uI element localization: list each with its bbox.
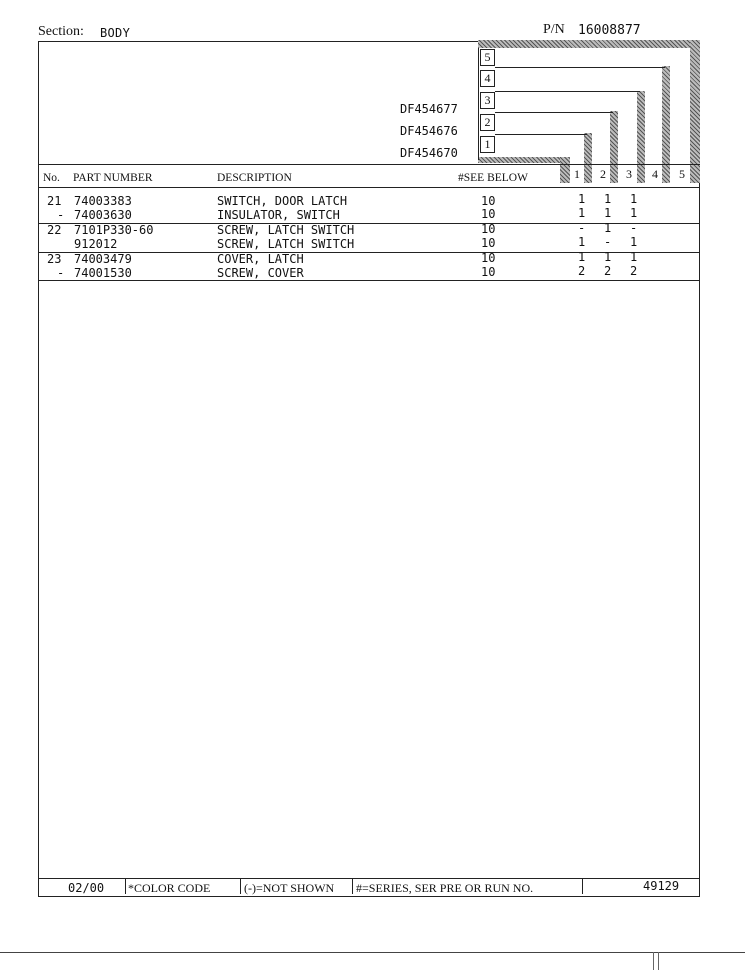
series-bracket-top xyxy=(478,40,700,48)
row-description: SWITCH, DOOR LATCH xyxy=(217,194,348,208)
series-column-5: 5 xyxy=(679,167,685,181)
series-line-2 xyxy=(495,112,613,113)
series-box-5: 5 xyxy=(480,49,495,66)
series-divider-vertical xyxy=(478,48,479,160)
series-bracket-riser xyxy=(560,157,570,183)
row-qty-series-3: 1 xyxy=(630,235,638,249)
series-box-3: 3 xyxy=(480,92,495,109)
row-qty-series-1: 1 xyxy=(578,235,586,249)
model-number: DF454676 xyxy=(400,124,458,138)
row-part-number: 74003479 xyxy=(74,252,132,266)
row-see-below: 10 xyxy=(481,194,496,208)
row-qty-series-3: 1 xyxy=(630,206,638,220)
row-item-number: 22 xyxy=(47,223,62,237)
row-item-number: 23 xyxy=(47,252,62,266)
row-see-below: 10 xyxy=(481,207,496,221)
row-qty-series-1: - xyxy=(578,221,586,235)
row-qty-series-1: 1 xyxy=(578,192,586,206)
footer-separator xyxy=(240,879,241,894)
row-description: INSULATOR, SWITCH xyxy=(217,208,340,222)
series-line-4 xyxy=(495,67,665,68)
row-qty-series-2: 1 xyxy=(604,250,612,264)
column-header-description: DESCRIPTION xyxy=(217,172,292,184)
footer-separator xyxy=(125,879,126,894)
series-bracket-column-5 xyxy=(690,40,700,183)
series-column-3: 3 xyxy=(626,167,632,181)
column-header-bottom-rule xyxy=(38,187,700,188)
series-note: #=SERIES, SER PRE OR RUN NO. xyxy=(356,881,534,895)
table-end-rule xyxy=(38,280,700,281)
model-number: DF454670 xyxy=(400,146,458,160)
row-see-below: 10 xyxy=(481,236,496,250)
series-bracket-column-2 xyxy=(610,111,618,183)
row-qty-series-1: 1 xyxy=(578,206,586,220)
row-qty-series-1: 1 xyxy=(578,250,586,264)
section-label: Section: xyxy=(38,24,84,39)
series-bracket-column-1 xyxy=(584,133,592,183)
series-box-2: 2 xyxy=(480,114,495,131)
series-bracket-bottom xyxy=(478,157,570,163)
row-qty-series-2: 1 xyxy=(604,206,612,220)
column-header-top-rule xyxy=(38,164,700,165)
series-line-1 xyxy=(495,134,587,135)
footer-rule xyxy=(38,878,700,879)
row-description: COVER, LATCH xyxy=(217,252,304,266)
series-line-3 xyxy=(495,91,640,92)
series-column-2: 2 xyxy=(600,167,606,181)
not-shown-note: (-)=NOT SHOWN xyxy=(244,881,335,895)
series-column-1: 1 xyxy=(574,167,580,181)
row-part-number: 74001530 xyxy=(74,266,132,280)
part-number-label: P/N xyxy=(543,22,565,37)
row-part-number: 74003383 xyxy=(74,194,132,208)
row-item-number: 21 xyxy=(47,194,62,208)
series-box-4: 4 xyxy=(480,70,495,87)
row-part-number: 7101P330-60 xyxy=(74,223,154,237)
color-code-note: *COLOR CODE xyxy=(128,881,211,895)
group-divider xyxy=(38,252,700,253)
row-qty-series-3: 2 xyxy=(630,264,638,278)
page-part-number: 16008877 xyxy=(578,23,641,38)
row-description: SCREW, LATCH SWITCH xyxy=(217,223,355,237)
row-qty-series-2: 2 xyxy=(604,264,612,278)
footer-separator xyxy=(352,879,353,894)
row-qty-series-2: - xyxy=(604,235,612,249)
footer-separator xyxy=(582,879,583,894)
row-description: SCREW, LATCH SWITCH xyxy=(217,237,355,251)
series-bracket-column-4 xyxy=(662,66,670,183)
row-see-below: 10 xyxy=(481,251,496,265)
row-description: SCREW, COVER xyxy=(217,266,304,280)
row-qty-series-2: 1 xyxy=(604,192,612,206)
row-see-below: 10 xyxy=(481,265,496,279)
series-box-1: 1 xyxy=(480,136,495,153)
model-number: DF454677 xyxy=(400,102,458,116)
column-header-see-below: #SEE BELOW xyxy=(458,172,528,184)
row-qty-series-1: 2 xyxy=(578,264,586,278)
row-item-number: - xyxy=(57,208,65,222)
section-value: BODY xyxy=(100,26,131,40)
scan-edge-mark xyxy=(653,952,659,970)
column-header-no: No. xyxy=(43,172,60,184)
column-header-part-number: PART NUMBER xyxy=(73,172,153,184)
row-qty-series-3: 1 xyxy=(630,192,638,206)
row-see-below: 10 xyxy=(481,222,496,236)
series-column-4: 4 xyxy=(652,167,658,181)
row-qty-series-3: 1 xyxy=(630,250,638,264)
revision-date: 02/00 xyxy=(68,881,105,895)
row-qty-series-3: - xyxy=(630,221,638,235)
series-bracket-column-3 xyxy=(637,91,645,183)
row-part-number: 74003630 xyxy=(74,208,132,222)
row-part-number: 912012 xyxy=(74,237,118,251)
row-qty-series-2: 1 xyxy=(604,221,612,235)
scan-edge-line xyxy=(0,952,745,953)
page-number: 49129 xyxy=(643,879,680,893)
row-item-number: - xyxy=(57,266,65,280)
